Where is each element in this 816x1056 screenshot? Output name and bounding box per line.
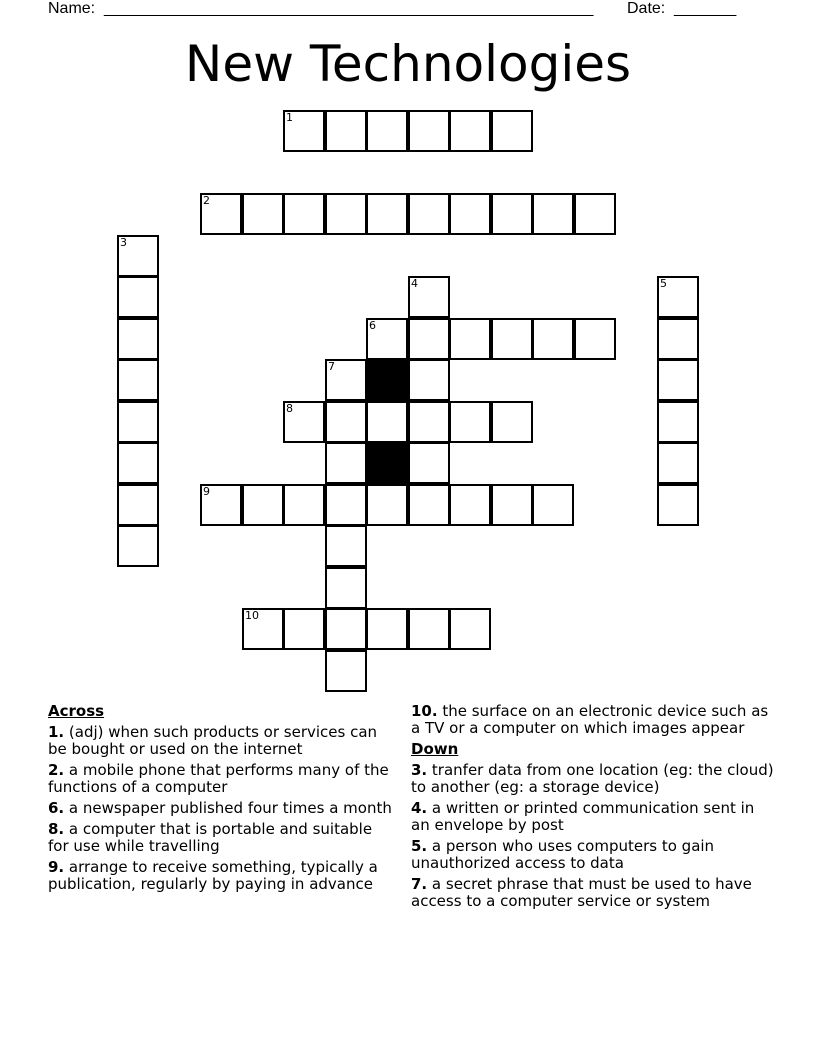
cell-number: 10 (245, 609, 259, 622)
down-heading: Down (411, 740, 459, 758)
grid-cell[interactable] (117, 359, 159, 401)
grid-cell[interactable] (449, 193, 491, 235)
clue-number: 2. (48, 761, 65, 779)
clue-number: 5. (411, 837, 428, 855)
grid-cell[interactable] (532, 193, 574, 235)
grid-cell[interactable] (532, 484, 574, 526)
clue-number: 6. (48, 799, 65, 817)
clue-text: a newspaper published four times a month (68, 799, 392, 817)
grid-cell[interactable] (408, 442, 450, 484)
grid-cell[interactable] (325, 484, 367, 526)
clues-column-left (48, 703, 393, 897)
date-label: Date: (627, 0, 666, 17)
grid-cell[interactable] (117, 442, 159, 484)
grid-cell[interactable] (574, 318, 616, 360)
grid-cell[interactable] (449, 401, 491, 443)
cell-number: 7 (328, 360, 335, 373)
grid-cell[interactable] (574, 193, 616, 235)
across-heading: Across (48, 702, 105, 720)
clue-number: 10. (411, 702, 438, 720)
grid-cell[interactable] (491, 401, 533, 443)
down-clue-7 (411, 876, 776, 910)
cell-number: 8 (286, 402, 293, 415)
grid-cell[interactable] (325, 525, 367, 567)
grid-cell-3[interactable] (117, 235, 159, 277)
grid-cell[interactable] (408, 110, 450, 152)
grid-cell-8[interactable] (283, 401, 325, 443)
grid-cell[interactable] (408, 484, 450, 526)
grid-cell[interactable] (408, 318, 450, 360)
grid-cell[interactable] (657, 484, 699, 526)
name-field-line[interactable]: _______________________________________________________ (104, 0, 594, 17)
grid-cell-7[interactable] (325, 359, 367, 401)
grid-cell-4[interactable] (408, 276, 450, 318)
grid-cell[interactable] (325, 442, 367, 484)
grid-cell[interactable] (657, 318, 699, 360)
grid-cell[interactable] (366, 401, 408, 443)
grid-cell-5[interactable] (657, 276, 699, 318)
grid-cell[interactable] (408, 359, 450, 401)
grid-cell[interactable] (532, 318, 574, 360)
clue-number: 3. (411, 761, 428, 779)
clue-text: a mobile phone that performs many of the functions of a computer (48, 761, 389, 796)
across-clue-9 (48, 859, 393, 893)
grid-cell[interactable] (325, 110, 367, 152)
grid-cell-1[interactable] (283, 110, 325, 152)
grid-cell[interactable] (449, 484, 491, 526)
page-title: New Technologies (184, 35, 632, 93)
grid-cell[interactable] (366, 110, 408, 152)
clue-text: arrange to receive something, typically a publication, regularly by paying in advance (48, 858, 378, 893)
grid-cell[interactable] (491, 484, 533, 526)
grid-cell-2[interactable] (200, 193, 242, 235)
grid-cell[interactable] (242, 193, 284, 235)
cell-number: 5 (660, 277, 667, 290)
grid-cell[interactable] (657, 401, 699, 443)
grid-cell[interactable] (325, 608, 367, 650)
grid-cell[interactable] (117, 401, 159, 443)
clue-number: 9. (48, 858, 65, 876)
cell-number: 1 (286, 111, 293, 124)
down-clue-5 (411, 838, 776, 872)
grid-cell[interactable] (449, 608, 491, 650)
clue-number: 7. (411, 875, 428, 893)
grid-cell[interactable] (657, 359, 699, 401)
across-clue-2 (48, 762, 393, 796)
grid-cell[interactable] (408, 193, 450, 235)
cell-number: 9 (203, 485, 210, 498)
grid-cell[interactable] (491, 193, 533, 235)
across-clue-10 (411, 703, 776, 737)
across-clue-1 (48, 724, 393, 758)
clue-text: tranfer data from one location (eg: the cloud) to another (eg: a storage device) (411, 761, 774, 796)
name-label: Name: (48, 0, 96, 17)
grid-cell-9[interactable] (200, 484, 242, 526)
grid-cell[interactable] (449, 110, 491, 152)
cell-number: 6 (369, 319, 376, 332)
across-clue-8 (48, 821, 393, 855)
grid-cell[interactable] (366, 193, 408, 235)
clue-text: a written or printed communication sent in an envelope by post (411, 799, 755, 834)
grid-cell[interactable] (325, 193, 367, 235)
grid-cell-10[interactable] (242, 608, 284, 650)
grid-cell[interactable] (366, 484, 408, 526)
grid-cell[interactable] (242, 484, 284, 526)
across-clue-6 (48, 800, 393, 817)
grid-cell[interactable] (325, 650, 367, 692)
clue-number: 1. (48, 723, 65, 741)
grid-cell[interactable] (283, 608, 325, 650)
clue-text: (adj) when such products or services can be bought or used on the internet (48, 723, 378, 758)
cell-number: 4 (411, 277, 418, 290)
clue-text: a person who uses computers to gain unauthorized access to data (411, 837, 715, 872)
clue-number: 4. (411, 799, 428, 817)
cell-number: 2 (203, 194, 210, 207)
grid-cell[interactable] (491, 318, 533, 360)
down-clue-3 (411, 762, 776, 796)
grid-cell[interactable] (366, 608, 408, 650)
grid-cell[interactable] (408, 608, 450, 650)
date-field-line[interactable]: _______ (674, 0, 737, 17)
clue-text: a secret phrase that must be used to have access to a computer service or system (411, 875, 752, 910)
grid-block-cell (366, 442, 408, 484)
grid-cell[interactable] (117, 525, 159, 567)
grid-cell[interactable] (325, 401, 367, 443)
grid-cell[interactable] (117, 276, 159, 318)
grid-cell[interactable] (657, 442, 699, 484)
grid-cell[interactable] (283, 484, 325, 526)
clue-number: 8. (48, 820, 65, 838)
clue-text: the surface on an electronic device such as a TV or a computer on which images appear (411, 702, 769, 737)
grid-cell[interactable] (449, 318, 491, 360)
grid-block-cell (366, 359, 408, 401)
clues-column-right (411, 703, 776, 914)
cell-number: 3 (120, 236, 127, 249)
grid-cell[interactable] (283, 193, 325, 235)
grid-cell[interactable] (117, 484, 159, 526)
grid-cell-6[interactable] (366, 318, 408, 360)
grid-cell[interactable] (325, 567, 367, 609)
grid-cell[interactable] (491, 110, 533, 152)
clue-text: a computer that is portable and suitable for use while travelling (48, 820, 373, 855)
down-clue-4 (411, 800, 776, 834)
grid-cell[interactable] (117, 318, 159, 360)
grid-cell[interactable] (408, 401, 450, 443)
